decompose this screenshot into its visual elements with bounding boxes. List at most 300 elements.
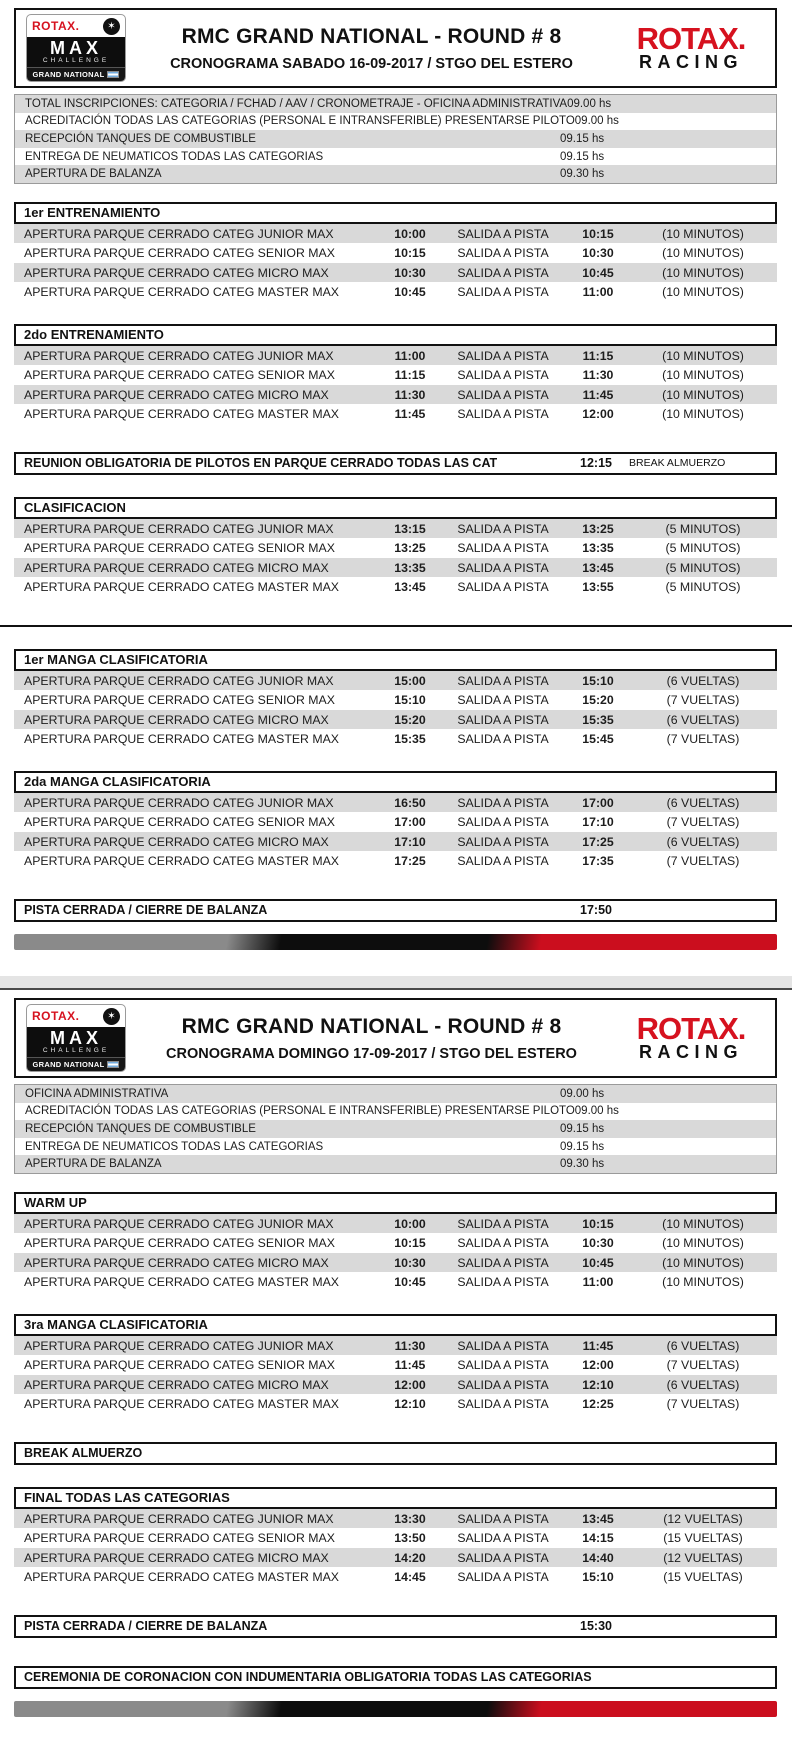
event-time: 09.15 hs <box>560 132 605 145</box>
event-time: 09.00 hs <box>567 97 612 110</box>
activity-label: APERTURA PARQUE CERRADO CATEG SENIOR MAX <box>24 1531 335 1546</box>
duration-label: (6 VUELTAS) <box>666 795 740 810</box>
banner-label: REUNION OBLIGATORIA DE PILOTOS EN PARQUE CERRADO TODAS LAS CAT <box>24 456 498 471</box>
section-rows <box>14 1336 777 1414</box>
banner-row <box>14 1666 777 1689</box>
logo-top-band <box>27 1005 125 1027</box>
schedule-row <box>14 519 777 539</box>
footer-stripe <box>14 1701 777 1717</box>
event-time: 09.00 hs <box>560 1087 605 1100</box>
rotax-racing-logo <box>617 1010 765 1062</box>
salida-label: SALIDA A PISTA <box>457 521 549 536</box>
activity-label: APERTURA PARQUE CERRADO CATEG MASTER MAX <box>24 1570 339 1585</box>
duration-label: (7 VUELTAS) <box>666 854 740 869</box>
activity-label: APERTURA PARQUE CERRADO CATEG SENIOR MAX <box>24 1236 335 1251</box>
activity-label: APERTURA PARQUE CERRADO CATEG MICRO MAX <box>24 560 329 575</box>
page-title: RMC GRAND NATIONAL - ROUND # 8 <box>181 1014 562 1038</box>
activity-label: APERTURA PARQUE CERRADO CATEG MICRO MAX <box>24 1377 329 1392</box>
event-label: OFICINA ADMINISTRATIVA <box>25 1087 169 1100</box>
duration-label: (6 VUELTAS) <box>666 1338 740 1353</box>
salida-label: SALIDA A PISTA <box>457 854 549 869</box>
banner-time: 17:50 <box>580 903 612 918</box>
track-time: 17:10 <box>582 815 614 830</box>
activity-label: APERTURA PARQUE CERRADO CATEG JUNIOR MAX <box>24 795 334 810</box>
track-time: 12:10 <box>582 1377 614 1392</box>
open-time: 10:45 <box>394 1275 426 1290</box>
rotax-max-challenge-logo <box>26 14 126 82</box>
section-title: 2da MANGA CLASIFICATORIA <box>14 771 777 793</box>
track-time: 17:25 <box>582 834 614 849</box>
duration-label: (10 MINUTOS) <box>662 226 744 241</box>
duration-label: (10 MINUTOS) <box>662 387 744 402</box>
duration-label: (10 MINUTOS) <box>662 1216 744 1231</box>
event-time: 09.15 hs <box>560 150 605 163</box>
track-time: 11:00 <box>582 285 614 300</box>
salida-label: SALIDA A PISTA <box>457 1550 549 1565</box>
salida-label: SALIDA A PISTA <box>457 285 549 300</box>
rotax-wordmark: ROTAX. <box>32 19 80 33</box>
schedule-row <box>14 832 777 852</box>
activity-label: APERTURA PARQUE CERRADO CATEG MICRO MAX <box>24 712 329 727</box>
schedule-row <box>14 346 777 366</box>
rotax-racing-wordmark-bottom: RACING <box>639 51 743 72</box>
duration-label: (7 VUELTAS) <box>666 1397 740 1412</box>
schedule-row <box>14 282 777 302</box>
salida-label: SALIDA A PISTA <box>457 348 549 363</box>
open-time: 10:00 <box>394 226 426 241</box>
open-time: 13:30 <box>394 1511 426 1526</box>
event-label: ENTREGA DE NEUMATICOS TODAS LAS CATEGORIAS <box>25 150 324 163</box>
schedule-row <box>14 558 777 578</box>
salida-label: SALIDA A PISTA <box>457 1397 549 1412</box>
open-time: 11:45 <box>394 407 426 422</box>
salida-label: SALIDA A PISTA <box>457 673 549 688</box>
track-time: 15:20 <box>582 693 614 708</box>
max-wordmark: MAX <box>50 38 102 58</box>
schedule-section <box>14 1192 777 1292</box>
schedule-section <box>14 771 777 871</box>
track-time: 14:40 <box>582 1550 614 1565</box>
event-time: 09.00 hs <box>574 115 619 128</box>
track-time: 11:30 <box>582 368 614 383</box>
event-label: TOTAL INSCRIPCIONES: CATEGORIA / FCHAD / AAV / CRONOMETRAJE - OFICINA ADMINISTRATIVA <box>25 97 568 110</box>
salida-label: SALIDA A PISTA <box>457 1570 549 1585</box>
event-label: RECEPCIÓN TANQUES DE COMBUSTIBLE <box>25 132 256 145</box>
schedule-row <box>14 1375 777 1395</box>
salida-label: SALIDA A PISTA <box>457 1377 549 1392</box>
rotax-wordmark: ROTAX. <box>32 1009 80 1023</box>
track-time: 11:00 <box>582 1275 614 1290</box>
section-rows <box>14 519 777 597</box>
track-time: 13:35 <box>582 541 614 556</box>
page-subtitle: CRONOGRAMA SABADO 16-09-2017 / STGO DEL ESTERO <box>170 55 573 72</box>
section-title: 3ra MANGA CLASIFICATORIA <box>14 1314 777 1336</box>
open-time: 12:00 <box>394 1377 426 1392</box>
header-titles <box>126 1015 617 1062</box>
schedule-row <box>14 710 777 730</box>
rotax-racing-wordmark-top: ROTAX. <box>636 20 746 56</box>
track-time: 12:00 <box>582 1358 614 1373</box>
activity-label: APERTURA PARQUE CERRADO CATEG JUNIOR MAX <box>24 348 334 363</box>
page-header <box>14 8 777 88</box>
brp-logo-icon: ✶ <box>103 18 120 35</box>
event-label: APERTURA DE BALANZA <box>25 168 162 181</box>
activity-label: APERTURA PARQUE CERRADO CATEG MASTER MAX <box>24 732 339 747</box>
activity-label: APERTURA PARQUE CERRADO CATEG MASTER MAX <box>24 854 339 869</box>
duration-label: (6 VUELTAS) <box>666 834 740 849</box>
salida-label: SALIDA A PISTA <box>457 1236 549 1251</box>
rotax-racing-logo <box>617 20 765 72</box>
track-time: 15:10 <box>582 673 614 688</box>
duration-label: (10 MINUTOS) <box>662 348 744 363</box>
track-time: 10:30 <box>582 246 614 261</box>
banner-time: 12:15 <box>580 456 612 471</box>
open-time: 10:15 <box>394 1236 426 1251</box>
event-time: 09.15 hs <box>560 1122 605 1135</box>
duration-label: (10 MINUTOS) <box>662 368 744 383</box>
banner-row <box>14 899 777 922</box>
activity-label: APERTURA PARQUE CERRADO CATEG SENIOR MAX <box>24 1358 335 1373</box>
admin-row <box>15 1103 776 1121</box>
salida-label: SALIDA A PISTA <box>457 580 549 595</box>
grand-national-wordmark: GRAND NATIONAL <box>32 1060 105 1069</box>
salida-label: SALIDA A PISTA <box>457 1531 549 1546</box>
track-time: 13:45 <box>582 1511 614 1526</box>
banner-label: PISTA CERRADA / CIERRE DE BALANZA <box>24 903 268 918</box>
admin-row <box>15 130 776 148</box>
duration-label: (15 VUELTAS) <box>663 1531 743 1546</box>
schedule-row <box>14 851 777 871</box>
open-time: 10:00 <box>394 1216 426 1231</box>
open-time: 16:50 <box>394 795 426 810</box>
activity-label: APERTURA PARQUE CERRADO CATEG JUNIOR MAX <box>24 673 334 688</box>
track-time: 11:15 <box>582 348 614 363</box>
track-time: 11:45 <box>582 1338 614 1353</box>
blocks <box>14 1192 777 1689</box>
event-label: APERTURA DE BALANZA <box>25 1158 162 1171</box>
schedule-row <box>14 1394 777 1414</box>
duration-label: (7 VUELTAS) <box>666 693 740 708</box>
activity-label: APERTURA PARQUE CERRADO CATEG MICRO MAX <box>24 387 329 402</box>
track-time: 15:35 <box>582 712 614 727</box>
schedule-row <box>14 1233 777 1253</box>
page-header <box>14 998 777 1078</box>
activity-label: APERTURA PARQUE CERRADO CATEG JUNIOR MAX <box>24 226 334 241</box>
salida-label: SALIDA A PISTA <box>457 712 549 727</box>
schedule-row <box>14 1253 777 1273</box>
open-time: 15:00 <box>394 673 426 688</box>
schedule-row <box>14 1272 777 1292</box>
schedule-section <box>14 497 777 597</box>
salida-label: SALIDA A PISTA <box>457 226 549 241</box>
banner-label: PISTA CERRADA / CIERRE DE BALANZA <box>24 1619 268 1634</box>
schedule-row <box>14 385 777 405</box>
schedule-row <box>14 671 777 691</box>
salida-label: SALIDA A PISTA <box>457 732 549 747</box>
salida-label: SALIDA A PISTA <box>457 815 549 830</box>
track-time: 10:15 <box>582 1216 614 1231</box>
duration-label: (5 MINUTOS) <box>665 560 741 575</box>
track-time: 13:55 <box>582 580 614 595</box>
event-label: RECEPCIÓN TANQUES DE COMBUSTIBLE <box>25 1122 256 1135</box>
logo-bottom-band <box>27 67 125 81</box>
salida-label: SALIDA A PISTA <box>457 1216 549 1231</box>
section-rows <box>14 793 777 871</box>
activity-label: APERTURA PARQUE CERRADO CATEG SENIOR MAX <box>24 815 335 830</box>
schedule-row <box>14 577 777 597</box>
duration-label: (7 VUELTAS) <box>666 815 740 830</box>
banner-label: CEREMONIA DE CORONACION CON INDUMENTARIA OBLIGATORIA TODAS LAS CATEGORIAS <box>24 1670 592 1685</box>
banner-row <box>14 452 777 475</box>
logo-mid-band <box>27 1027 125 1057</box>
schedule-section <box>14 649 777 749</box>
duration-label: (10 MINUTOS) <box>662 246 744 261</box>
activity-label: APERTURA PARQUE CERRADO CATEG MASTER MAX <box>24 580 339 595</box>
track-time: 12:25 <box>582 1397 614 1412</box>
open-time: 10:30 <box>394 265 426 280</box>
open-time: 11:00 <box>394 348 426 363</box>
track-time: 10:45 <box>582 265 614 280</box>
schedule-row <box>14 793 777 813</box>
schedule-row <box>14 1567 777 1587</box>
duration-label: (10 MINUTOS) <box>662 1236 744 1251</box>
activity-label: APERTURA PARQUE CERRADO CATEG SENIOR MAX <box>24 541 335 556</box>
duration-label: (10 MINUTOS) <box>662 1275 744 1290</box>
section-title: FINAL TODAS LAS CATEGORIAS <box>14 1487 777 1509</box>
duration-label: (10 MINUTOS) <box>662 265 744 280</box>
page-subtitle: CRONOGRAMA DOMINGO 17-09-2017 / STGO DEL ESTERO <box>166 1045 577 1062</box>
logo-bottom-band <box>27 1057 125 1071</box>
argentina-flag-icon <box>107 1061 119 1068</box>
track-time: 10:45 <box>582 1255 614 1270</box>
open-time: 13:35 <box>394 560 426 575</box>
logo-top-band <box>27 15 125 37</box>
section-title: CLASIFICACION <box>14 497 777 519</box>
track-time: 13:25 <box>582 521 614 536</box>
page-title: RMC GRAND NATIONAL - ROUND # 8 <box>181 24 562 48</box>
activity-label: APERTURA PARQUE CERRADO CATEG JUNIOR MAX <box>24 521 334 536</box>
schedule-row <box>14 812 777 832</box>
schedule-row <box>14 1214 777 1234</box>
admin-row <box>15 1138 776 1156</box>
schedule-page-sunday <box>0 988 792 1764</box>
banner-label: BREAK ALMUERZO <box>24 1446 143 1461</box>
rotax-racing-wordmark-bottom: RACING <box>639 1041 743 1062</box>
open-time: 10:30 <box>394 1255 426 1270</box>
activity-label: APERTURA PARQUE CERRADO CATEG MASTER MAX <box>24 285 339 300</box>
open-time: 15:10 <box>394 693 426 708</box>
event-label: ENTREGA DE NEUMATICOS TODAS LAS CATEGORIAS <box>25 1140 324 1153</box>
schedule-row <box>14 729 777 749</box>
page-seam <box>0 976 792 988</box>
open-time: 13:50 <box>394 1531 426 1546</box>
salida-label: SALIDA A PISTA <box>457 560 549 575</box>
salida-label: SALIDA A PISTA <box>457 1511 549 1526</box>
duration-label: (6 VUELTAS) <box>666 712 740 727</box>
banner-time: 15:30 <box>580 1619 612 1634</box>
open-time: 13:25 <box>394 541 426 556</box>
activity-label: APERTURA PARQUE CERRADO CATEG MASTER MAX <box>24 1275 339 1290</box>
brp-logo-icon: ✶ <box>103 1008 120 1025</box>
open-time: 15:35 <box>394 732 426 747</box>
argentina-flag-icon <box>107 71 119 78</box>
schedule-row <box>14 243 777 263</box>
activity-label: APERTURA PARQUE CERRADO CATEG MASTER MAX <box>24 407 339 422</box>
schedule-row <box>14 690 777 710</box>
section-divider <box>0 625 792 627</box>
admin-row <box>15 95 776 113</box>
duration-label: (12 VUELTAS) <box>663 1550 743 1565</box>
section-rows <box>14 224 777 302</box>
salida-label: SALIDA A PISTA <box>457 246 549 261</box>
admin-row <box>15 148 776 166</box>
salida-label: SALIDA A PISTA <box>457 1358 549 1373</box>
max-wordmark: MAX <box>50 1028 102 1048</box>
schedule-row <box>14 224 777 244</box>
duration-label: (10 MINUTOS) <box>662 285 744 300</box>
rotax-max-challenge-logo <box>26 1004 126 1072</box>
schedule-row <box>14 263 777 283</box>
schedule-section <box>14 202 777 302</box>
schedule-row <box>14 1355 777 1375</box>
salida-label: SALIDA A PISTA <box>457 1338 549 1353</box>
activity-label: APERTURA PARQUE CERRADO CATEG MICRO MAX <box>24 265 329 280</box>
logo-mid-band <box>27 37 125 67</box>
open-time: 13:45 <box>394 580 426 595</box>
duration-label: (7 VUELTAS) <box>666 732 740 747</box>
open-time: 15:20 <box>394 712 426 727</box>
schedule-row <box>14 1548 777 1568</box>
section-rows <box>14 1509 777 1587</box>
admin-row <box>15 1120 776 1138</box>
schedule-row <box>14 1509 777 1529</box>
open-time: 12:10 <box>394 1397 426 1412</box>
activity-label: APERTURA PARQUE CERRADO CATEG JUNIOR MAX <box>24 1511 334 1526</box>
salida-label: SALIDA A PISTA <box>457 387 549 402</box>
activity-label: APERTURA PARQUE CERRADO CATEG SENIOR MAX <box>24 246 335 261</box>
admin-row <box>15 1155 776 1173</box>
banner-row <box>14 1615 777 1638</box>
duration-label: (12 VUELTAS) <box>663 1511 743 1526</box>
schedule-section <box>14 324 777 424</box>
header-titles <box>126 25 617 72</box>
salida-label: SALIDA A PISTA <box>457 834 549 849</box>
schedule-row <box>14 404 777 424</box>
open-time: 14:45 <box>394 1570 426 1585</box>
open-time: 10:15 <box>394 246 426 261</box>
track-time: 11:45 <box>582 387 614 402</box>
duration-label: (5 MINUTOS) <box>665 580 741 595</box>
track-time: 10:30 <box>582 1236 614 1251</box>
admin-row <box>15 1085 776 1103</box>
track-time: 15:10 <box>582 1570 614 1585</box>
activity-label: APERTURA PARQUE CERRADO CATEG JUNIOR MAX <box>24 1338 334 1353</box>
open-time: 17:00 <box>394 815 426 830</box>
schedule-row <box>14 538 777 558</box>
activity-label: APERTURA PARQUE CERRADO CATEG SENIOR MAX <box>24 693 335 708</box>
duration-label: (15 VUELTAS) <box>663 1570 743 1585</box>
section-title: 1er MANGA CLASIFICATORIA <box>14 649 777 671</box>
open-time: 14:20 <box>394 1550 426 1565</box>
track-time: 17:00 <box>582 795 614 810</box>
challenge-wordmark: CHALLENGE <box>42 1047 110 1054</box>
admin-table <box>14 1084 777 1174</box>
duration-label: (6 VUELTAS) <box>666 673 740 688</box>
schedule-row <box>14 1336 777 1356</box>
event-time: 09.15 hs <box>560 1140 605 1153</box>
section-title: 1er ENTRENAMIENTO <box>14 202 777 224</box>
banner-note: BREAK ALMUERZO <box>629 457 726 470</box>
section-rows <box>14 1214 777 1292</box>
admin-table <box>14 94 777 184</box>
track-time: 15:45 <box>582 732 614 747</box>
section-rows <box>14 346 777 424</box>
duration-label: (10 MINUTOS) <box>662 407 744 422</box>
track-time: 14:15 <box>582 1531 614 1546</box>
footer-stripe <box>14 934 777 950</box>
open-time: 11:30 <box>394 1338 426 1353</box>
salida-label: SALIDA A PISTA <box>457 795 549 810</box>
event-time: 09.00 hs <box>574 1105 619 1118</box>
admin-row <box>15 165 776 183</box>
activity-label: APERTURA PARQUE CERRADO CATEG MASTER MAX <box>24 1397 339 1412</box>
salida-label: SALIDA A PISTA <box>457 407 549 422</box>
challenge-wordmark: CHALLENGE <box>42 57 110 64</box>
rotax-racing-wordmark-top: ROTAX. <box>636 1010 746 1046</box>
activity-label: APERTURA PARQUE CERRADO CATEG MICRO MAX <box>24 1255 329 1270</box>
section-title: 2do ENTRENAMIENTO <box>14 324 777 346</box>
duration-label: (10 MINUTOS) <box>662 1255 744 1270</box>
salida-label: SALIDA A PISTA <box>457 368 549 383</box>
duration-label: (7 VUELTAS) <box>666 1358 740 1373</box>
activity-label: APERTURA PARQUE CERRADO CATEG JUNIOR MAX <box>24 1216 334 1231</box>
salida-label: SALIDA A PISTA <box>457 541 549 556</box>
salida-label: SALIDA A PISTA <box>457 1275 549 1290</box>
open-time: 11:30 <box>394 387 426 402</box>
blocks <box>14 202 777 922</box>
open-time: 13:15 <box>394 521 426 536</box>
activity-label: APERTURA PARQUE CERRADO CATEG MICRO MAX <box>24 1550 329 1565</box>
open-time: 17:25 <box>394 854 426 869</box>
event-label: ACREDITACIÓN TODAS LAS CATEGORIAS (PERSONAL E INTRANSFERIBLE) PRESENTARSE PILOTO <box>25 1105 575 1118</box>
open-time: 11:45 <box>394 1358 426 1373</box>
section-rows <box>14 671 777 749</box>
salida-label: SALIDA A PISTA <box>457 693 549 708</box>
track-time: 10:15 <box>582 226 614 241</box>
event-time: 09.30 hs <box>560 1158 605 1171</box>
event-time: 09.30 hs <box>560 168 605 181</box>
schedule-row <box>14 365 777 385</box>
track-time: 13:45 <box>582 560 614 575</box>
salida-label: SALIDA A PISTA <box>457 1255 549 1270</box>
event-label: ACREDITACIÓN TODAS LAS CATEGORIAS (PERSONAL E INTRANSFERIBLE) PRESENTARSE PILOTO <box>25 115 575 128</box>
schedule-section <box>14 1487 777 1587</box>
banner-row <box>14 1442 777 1465</box>
schedule-section <box>14 1314 777 1414</box>
salida-label: SALIDA A PISTA <box>457 265 549 280</box>
open-time: 10:45 <box>394 285 426 300</box>
duration-label: (5 MINUTOS) <box>665 521 741 536</box>
open-time: 11:15 <box>394 368 426 383</box>
duration-label: (5 MINUTOS) <box>665 541 741 556</box>
activity-label: APERTURA PARQUE CERRADO CATEG MICRO MAX <box>24 834 329 849</box>
schedule-row <box>14 1528 777 1548</box>
admin-row <box>15 113 776 131</box>
track-time: 17:35 <box>582 854 614 869</box>
track-time: 12:00 <box>582 407 614 422</box>
duration-label: (6 VUELTAS) <box>666 1377 740 1392</box>
section-title: WARM UP <box>14 1192 777 1214</box>
